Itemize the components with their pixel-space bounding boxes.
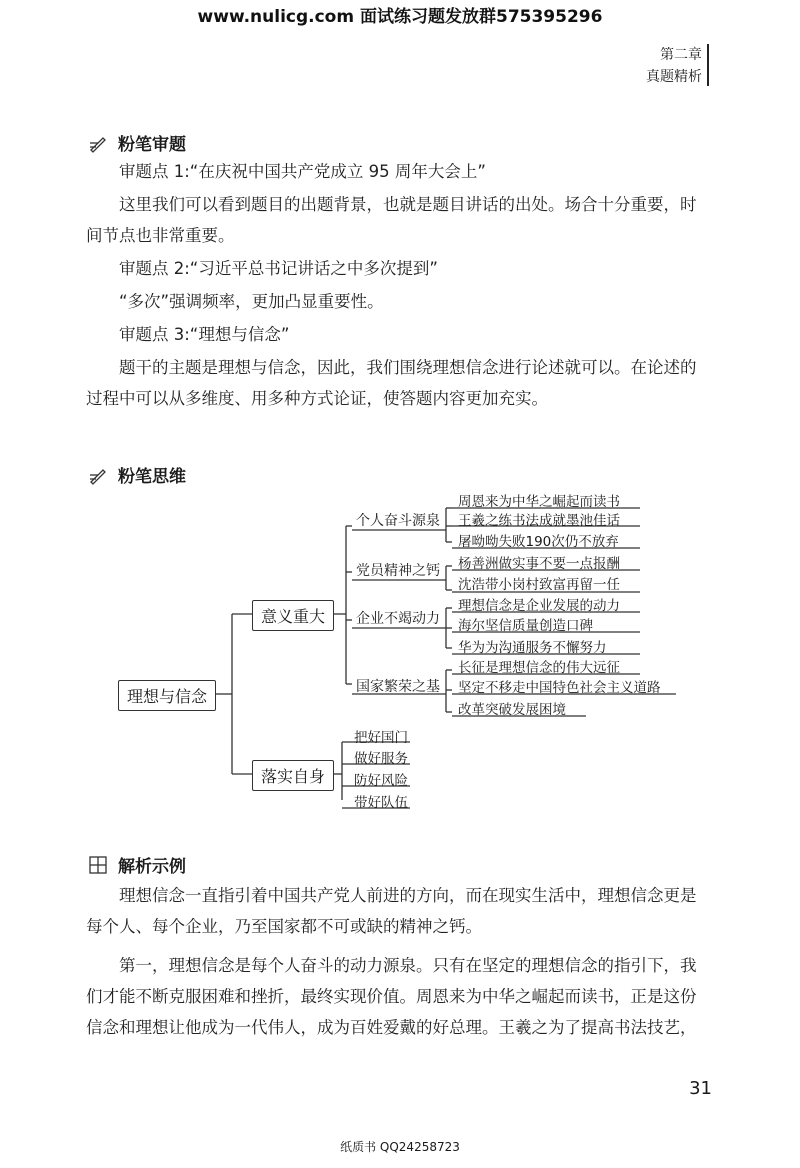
section-title-text: 解析示例 xyxy=(118,857,186,877)
mindmap-leaf: 带好队伍 xyxy=(354,795,408,811)
mindmap-branch-significance: 意义重大 xyxy=(252,600,334,631)
mindmap-sub-party: 党员精神之钙 xyxy=(356,563,440,579)
section-body-analysis xyxy=(86,880,700,1043)
paragraph: 这里我们可以看到题目的出题背景，也就是题目讲话的出处。场合十分重要，时间节点也非常重要。 xyxy=(86,195,697,245)
paragraph: 第一，理想信念是每个人奋斗的动力源泉。只有在坚定的理想信念的指引下，我们才能不断克服困难和挫折，最终实现价值。周恩来为中华之崛起而读书，正是这份信念和理想让他成为一代伟人，成为百姓爱戴的好总理。王羲之为了提高书法技艺， xyxy=(86,956,697,1037)
chapter-title: 第二章 xyxy=(660,47,702,63)
mindmap-leaf: 海尔坚信质量创造口碑 xyxy=(458,618,593,634)
paragraph: 审题点 3:“理想与信念” xyxy=(119,325,290,344)
page-number: 31 xyxy=(689,1078,712,1099)
mindmap-branch-implementation: 落实自身 xyxy=(252,760,334,791)
mindmap-sub-personal: 个人奋斗源泉 xyxy=(356,513,440,529)
mindmap-leaf: 把好国门 xyxy=(354,730,408,746)
mindmap-leaf: 周恩来为中华之崛起而读书 xyxy=(458,494,620,510)
mindmap-leaf: 长征是理想信念的伟大远征 xyxy=(458,660,620,676)
mindmap-leaf: 理想信念是企业发展的动力 xyxy=(458,598,620,614)
paragraph: 题干的主题是理想与信念，因此，我们围绕理想信念进行论述就可以。在论述的过程中可以从多维度、用多种方式论证，使答题内容更加充实。 xyxy=(86,358,697,408)
grid-table-icon xyxy=(88,855,108,875)
footer-note: 纸质书 QQ24258723 xyxy=(340,1140,460,1154)
watermark-header: www.nulicg.com 面试练习题发放群575395296 xyxy=(197,7,603,27)
mindmap-leaf: 杨善洲做实事不要一点报酬 xyxy=(458,556,620,572)
paragraph: “多次”强调频率，更加凸显重要性。 xyxy=(119,292,384,311)
mindmap-leaf: 坚定不移走中国特色社会主义道路 xyxy=(458,680,661,696)
mindmap-leaf: 沈浩带小岗村致富再留一任 xyxy=(458,577,620,593)
mindmap-leaf: 王羲之练书法成就墨池佳话 xyxy=(458,513,620,529)
paragraph: 审题点 1:“在庆祝中国共产党成立 95 周年大会上” xyxy=(119,162,486,181)
paragraph: 理想信念一直指引着中国共产党人前进的方向，而在现实生活中，理想信念更是每个人、每个企业，乃至国家都不可或缺的精神之钙。 xyxy=(86,886,697,936)
paragraph: 审题点 2:“习近平总书记讲话之中多次提到” xyxy=(119,259,438,278)
mindmap-leaf: 屠呦呦失败190次仍不放弃 xyxy=(458,534,619,550)
mindmap-leaf: 做好服务 xyxy=(354,751,408,767)
section-title-text: 粉笔思维 xyxy=(118,467,186,487)
section-title-analysis xyxy=(88,852,186,877)
section-title-text: 粉笔审题 xyxy=(118,135,186,155)
mindmap-leaf: 防好风险 xyxy=(354,773,408,789)
chapter-subtitle: 真题精析 xyxy=(646,69,702,85)
mindmap-leaf: 华为为沟通服务不懈努力 xyxy=(458,640,607,656)
mindmap-leaf: 改革突破发展困境 xyxy=(458,702,566,718)
mindmap-sub-enterprise: 企业不竭动力 xyxy=(356,611,440,627)
mindmap-sub-nation: 国家繁荣之基 xyxy=(356,679,440,695)
mindmap-root: 理想与信念 xyxy=(118,680,216,711)
